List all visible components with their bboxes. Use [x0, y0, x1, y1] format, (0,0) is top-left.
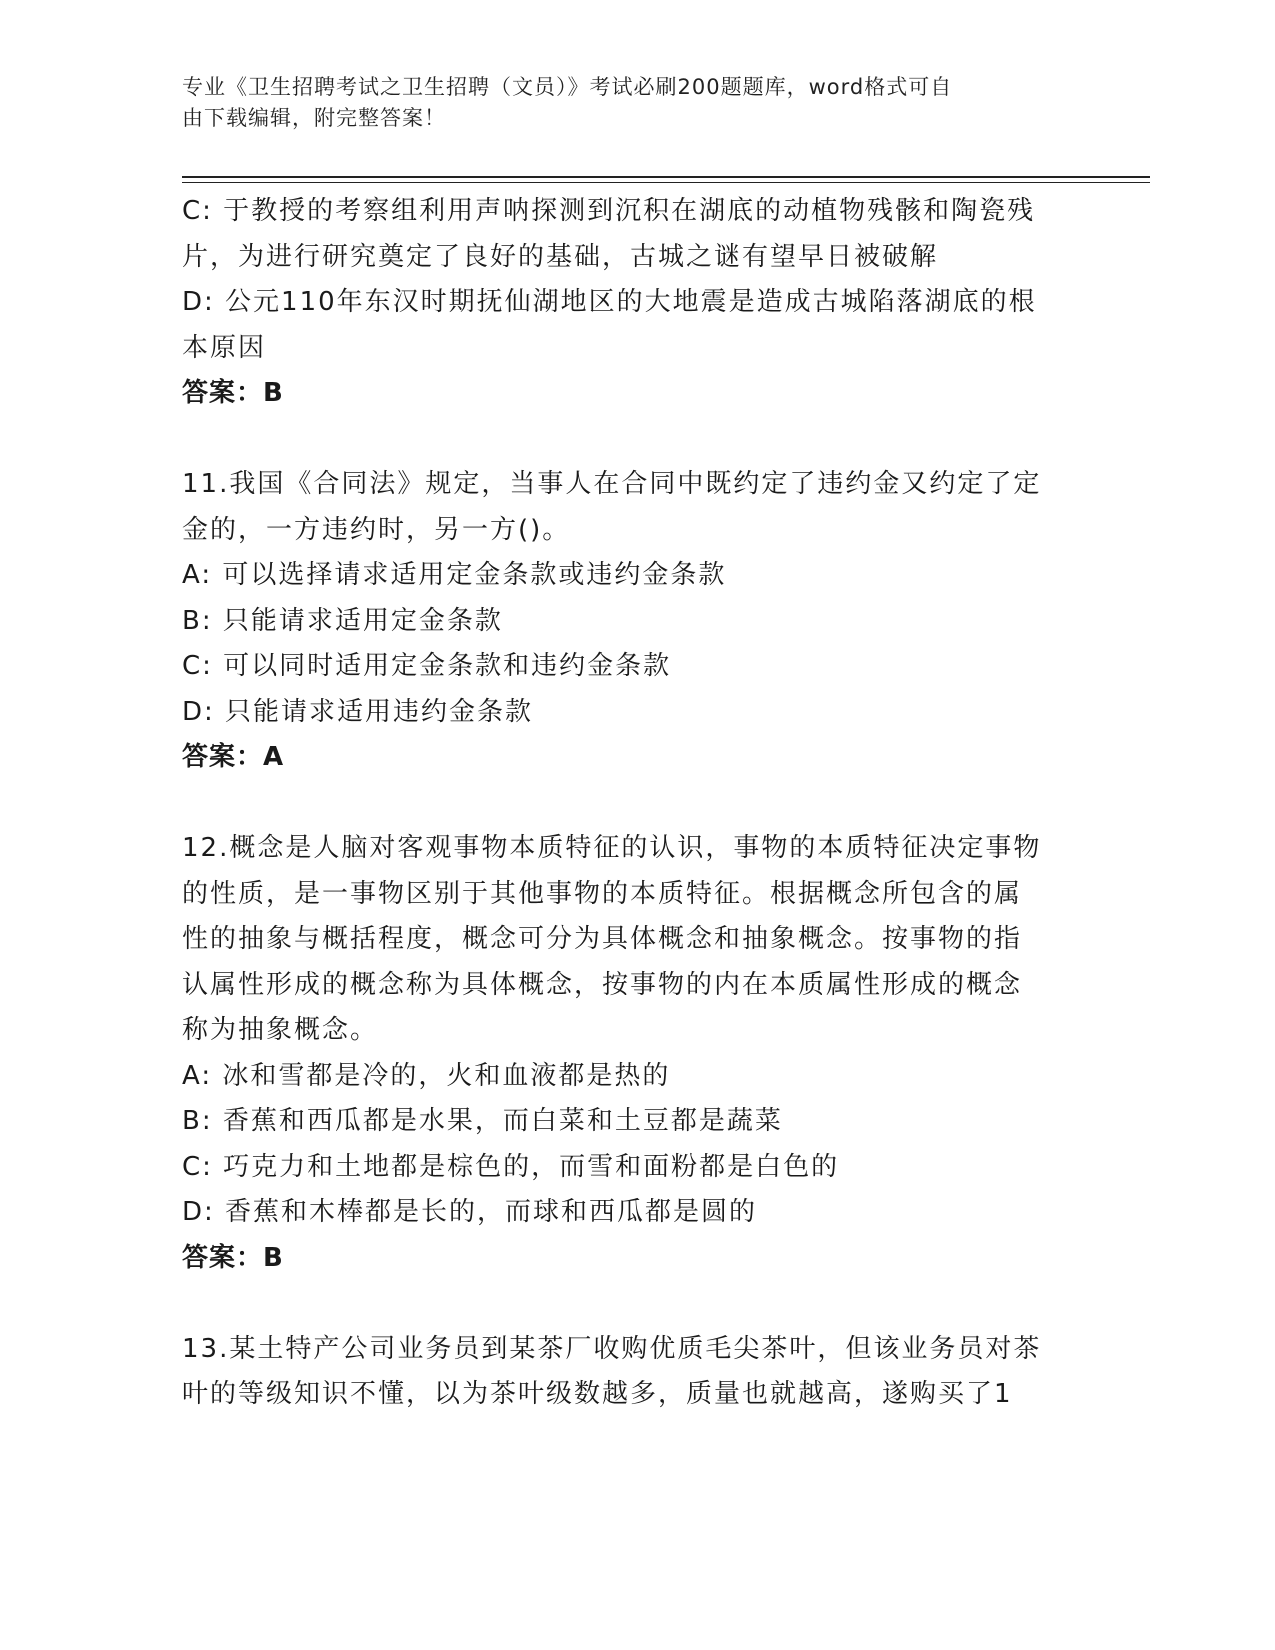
spacer — [182, 781, 1082, 827]
header-line-2: 由下载编辑，附完整答案！ — [182, 106, 446, 130]
question-stem-line-5: 称为抽象概念。 — [182, 1015, 379, 1045]
header-line-1: 专业《卫生招聘考试之卫生招聘（文员）》考试必刷200题题库，word格式可自 — [182, 75, 953, 99]
header-divider-thick — [182, 176, 1150, 178]
question-stem-line-2: 金的，一方违约时，另一方()。 — [182, 514, 571, 545]
question-stem-line-1: 12.概念是人脑对客观事物本质特征的认识，事物的本质特征决定事物 — [182, 833, 1042, 863]
question-stem-line-3: 性的抽象与概括程度，概念可分为具体概念和抽象概念。按事物的指 — [182, 924, 1023, 954]
option-c: C: 巧克力和土地都是棕色的，而雪和面粉都是白色的 — [182, 1151, 840, 1182]
option-d-line-1: D: 公元110年东汉时期抚仙湖地区的大地震是造成古城陷落湖底的根 — [182, 287, 1037, 317]
option-a: A: 可以选择请求适用定金条款或违约金条款 — [182, 560, 727, 590]
answer: 答案：B — [182, 378, 284, 408]
header-divider-thin — [182, 182, 1150, 183]
option-d: D: 香蕉和木棒都是长的，而球和西瓜都是圆的 — [182, 1197, 758, 1227]
question-12 — [182, 826, 1082, 1281]
question-stem-line-2: 叶的等级知识不懂，以为茶叶级数越多，质量也就越高，遂购买了1 — [182, 1379, 1013, 1409]
spacer — [182, 417, 1082, 463]
option-b: B: 只能请求适用定金条款 — [182, 605, 503, 636]
option-c: C: 可以同时适用定金条款和违约金条款 — [182, 651, 672, 681]
question-11 — [182, 462, 1082, 781]
question-stem-line-2: 的性质，是一事物区别于其他事物的本质特征。根据概念所包含的属 — [182, 878, 1023, 909]
document-body — [182, 189, 1082, 1418]
question-stem-line-1: 11.我国《合同法》规定，当事人在合同中既约定了违约金又约定了定 — [182, 469, 1042, 499]
option-d-line-2: 本原因 — [182, 332, 267, 363]
question-10 — [182, 189, 1082, 417]
answer: 答案：A — [182, 742, 285, 772]
option-d: D: 只能请求适用违约金条款 — [182, 696, 534, 727]
option-b: B: 香蕉和西瓜都是水果，而白菜和土豆都是蔬菜 — [182, 1106, 783, 1136]
option-c-line-2: 片，为进行研究奠定了良好的基础，古城之谜有望早日被破解 — [182, 241, 939, 272]
question-stem-line-4: 认属性形成的概念称为具体概念，按事物的内在本质属性形成的概念 — [182, 969, 1023, 1000]
question-stem-line-1: 13.某土特产公司业务员到某茶厂收购优质毛尖茶叶，但该业务员对茶 — [182, 1333, 1042, 1364]
question-13 — [182, 1327, 1082, 1418]
spacer — [182, 1281, 1082, 1327]
document-header — [182, 72, 1062, 134]
option-a: A: 冰和雪都是冷的，火和血液都是热的 — [182, 1060, 671, 1091]
option-c-line-1: C: 于教授的考察组利用声呐探测到沉积在湖底的动植物残骸和陶瓷残 — [182, 196, 1036, 226]
answer: 答案：B — [182, 1242, 284, 1273]
